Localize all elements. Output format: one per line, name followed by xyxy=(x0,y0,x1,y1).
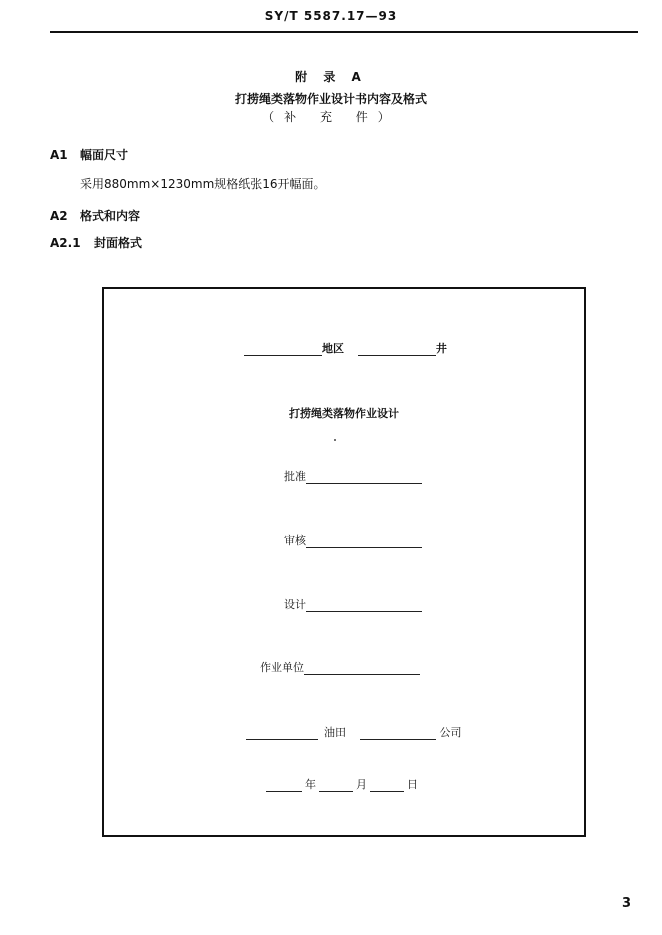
region-blank xyxy=(244,343,322,356)
section-a1-heading xyxy=(50,146,128,163)
appendix-supplement: （补 充 件） xyxy=(262,110,400,124)
page-number: 3 xyxy=(622,896,632,911)
approve-label: 批准 xyxy=(284,470,306,483)
section-a1-title: 幅面尺寸 xyxy=(80,148,129,162)
section-a2-heading xyxy=(50,207,140,224)
day-blank xyxy=(370,779,404,792)
section-a2-number: A2 xyxy=(50,209,68,223)
oilfield-company-line xyxy=(246,724,462,740)
appendix-label: 附 录 A xyxy=(295,70,367,84)
date-line xyxy=(266,776,418,792)
well-label: 井 xyxy=(435,342,447,355)
approve-blank xyxy=(306,471,422,484)
section-a1-text: 采用880mm×1230mm规格纸张16开幅面。 xyxy=(80,177,326,191)
region-well-line xyxy=(244,340,447,356)
approve-field xyxy=(284,468,422,484)
design-label: 设计 xyxy=(284,598,306,611)
unit-field xyxy=(260,659,420,675)
design-field xyxy=(284,596,422,612)
document-code: SY/T 5587.17—93 xyxy=(264,9,398,23)
company-label: 公司 xyxy=(439,726,462,739)
dot-mark xyxy=(334,439,336,441)
design-blank xyxy=(306,599,422,612)
year-label: 年 xyxy=(305,778,316,791)
region-label: 地区 xyxy=(322,342,344,355)
header-divider xyxy=(50,31,638,33)
oilfield-blank xyxy=(246,727,318,740)
review-label: 审核 xyxy=(284,534,306,547)
month-label: 月 xyxy=(356,778,367,791)
section-a2-title: 格式和内容 xyxy=(80,209,141,223)
section-a21-heading xyxy=(50,234,142,251)
cover-page-frame xyxy=(102,287,586,837)
unit-blank xyxy=(304,662,420,675)
appendix-title: 打捞绳类落物作业设计书内容及格式 xyxy=(234,92,427,106)
month-blank xyxy=(319,779,353,792)
unit-label: 作业单位 xyxy=(260,661,304,674)
review-field xyxy=(284,532,422,548)
review-blank xyxy=(306,535,422,548)
section-a1-number: A1 xyxy=(50,148,68,162)
company-blank xyxy=(360,727,436,740)
oilfield-label: 油田 xyxy=(324,726,346,739)
day-label: 日 xyxy=(407,778,418,791)
cover-title: 打捞绳类落物作业设计 xyxy=(289,407,399,420)
year-blank xyxy=(266,779,302,792)
section-a21-title: 封面格式 xyxy=(94,236,143,250)
well-blank xyxy=(358,343,436,356)
section-a21-number: A2.1 xyxy=(50,236,81,250)
